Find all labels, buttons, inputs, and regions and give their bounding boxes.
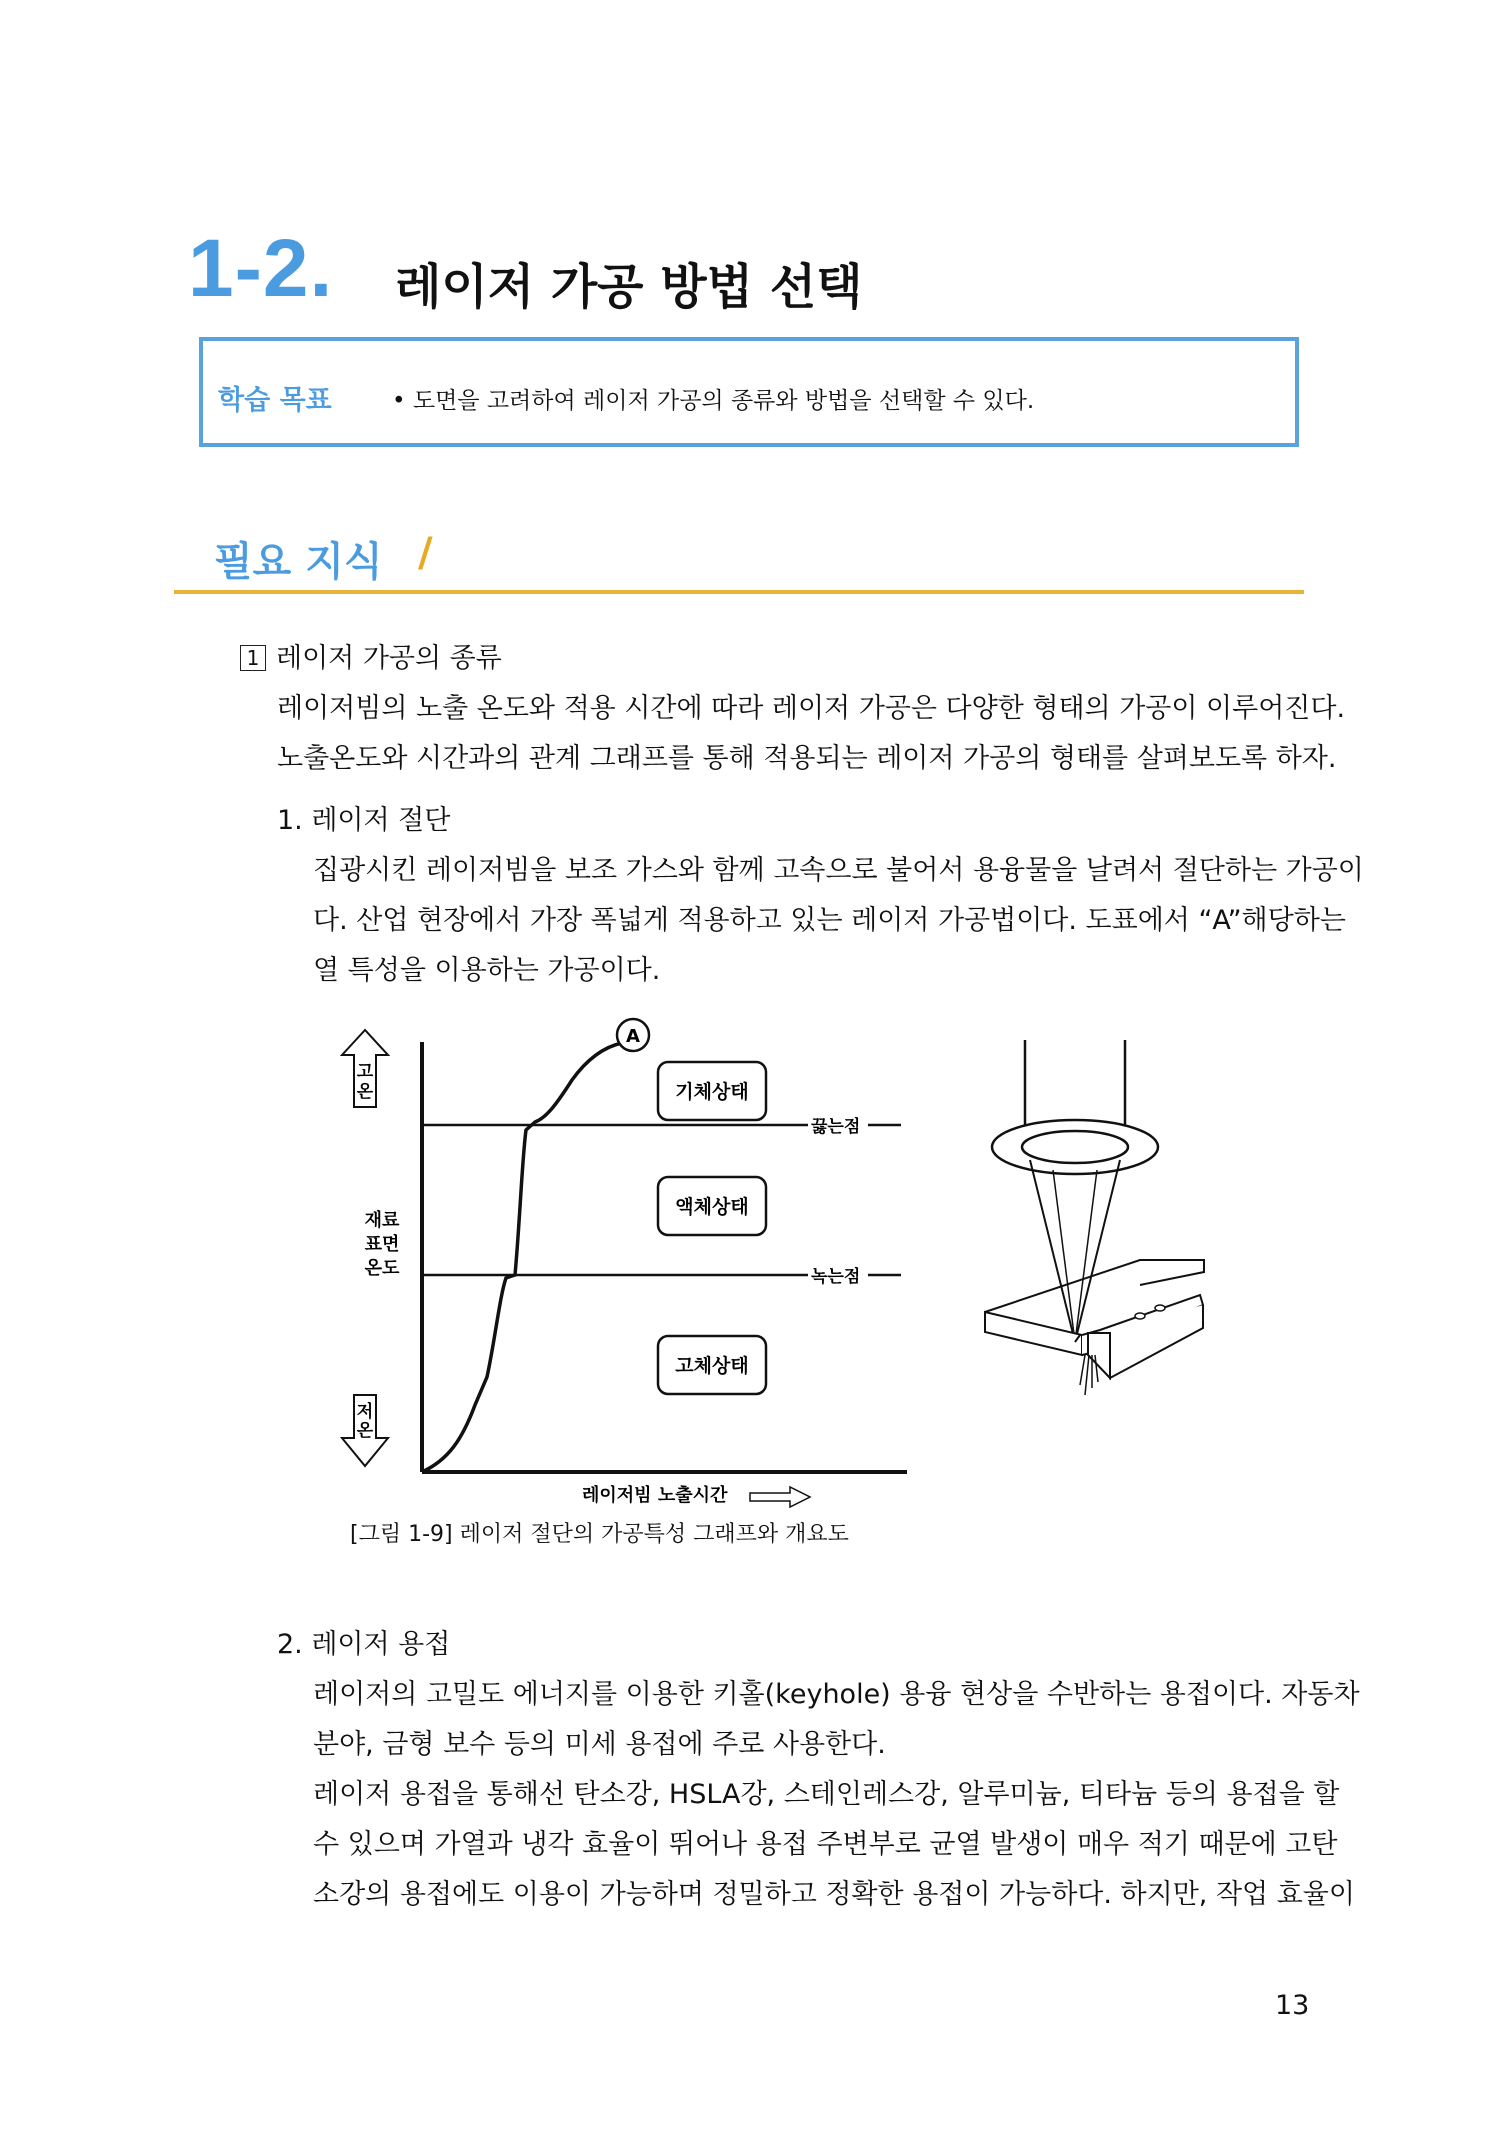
item2-line: 레이저의 고밀도 에너지를 이용한 키홀(keyhole) 용융 현상을 수반하는 용접이다. 자동차	[313, 1679, 1360, 1710]
knowledge-divider	[174, 590, 1304, 594]
item2-title: 2. 레이저 용접	[277, 1629, 451, 1660]
item1-title: 1. 레이저 절단	[277, 805, 451, 836]
marker-a-label: A	[626, 1026, 640, 1047]
low-temp-label-1: 저	[356, 1402, 374, 1422]
gas-state-label: 기체상태	[675, 1081, 749, 1103]
knowledge-title: 필요 지식	[214, 539, 383, 585]
temperature-curve	[422, 1043, 622, 1472]
y-axis-label-1: 재료	[364, 1210, 400, 1231]
learning-goal-label: 학습 목표	[218, 385, 332, 416]
laser-cutting-figure	[340, 1010, 1240, 1510]
item1-line: 집광시킨 레이저빔을 보조 가스와 함께 고속으로 불어서 용융물을 날려서 절단하는 가공이	[313, 855, 1364, 886]
boiling-point-label: 끓는점	[811, 1117, 861, 1137]
high-temp-label-1: 고	[356, 1062, 374, 1082]
melting-point-label: 녹는점	[811, 1267, 861, 1287]
low-temp-label-2: 온	[356, 1421, 374, 1441]
y-axis-label-2: 표면	[364, 1234, 400, 1255]
high-temp-label-2: 온	[356, 1082, 374, 1102]
x-axis-label: 레이저빔 노출시간	[582, 1485, 728, 1506]
topic-line: 노출온도와 시간과의 관계 그래프를 통해 적용되는 레이저 가공의 형태를 살펴보도록 하자.	[277, 743, 1337, 774]
figure-caption: [그림 1-9] 레이저 절단의 가공특성 그래프와 개요도	[350, 1522, 849, 1547]
solid-state-label: 고체상태	[675, 1355, 749, 1377]
item2-line: 수 있으며 가열과 냉각 효율이 뛰어나 용접 주변부로 균열 발생이 매우 적기 때문에 고탄	[313, 1829, 1338, 1860]
item1-line: 열 특성을 이용하는 가공이다.	[313, 955, 661, 986]
item2-line: 소강의 용접에도 이용이 가능하며 정밀하고 정확한 용접이 가능하다. 하지만, 작업 효율이	[313, 1879, 1355, 1910]
item1-line: 다. 산업 현장에서 가장 폭넓게 적용하고 있는 레이저 가공법이다. 도표에서 “A”해당하는	[313, 905, 1346, 936]
time-arrow-icon	[750, 1487, 810, 1507]
topic-heading	[240, 636, 502, 675]
item2-line: 분야, 금형 보수 등의 미세 용접에 주로 사용한다.	[313, 1729, 886, 1760]
topic-title: 레이저 가공의 종류	[276, 643, 502, 674]
page-number: 13	[1275, 1990, 1310, 2021]
topic-line: 레이저빔의 노출 온도와 적용 시간에 따라 레이저 가공은 다양한 형태의 가공이 이루어진다.	[277, 693, 1346, 724]
learning-goal-text: • 도면을 고려하여 레이저 가공의 종류와 방법을 선택할 수 있다.	[392, 388, 1035, 414]
section-title: 레이저 가공 방법 선택	[395, 259, 863, 315]
section-number: 1-2.	[188, 223, 334, 314]
y-axis-label-3: 온도	[364, 1258, 400, 1279]
laser-cutting-schematic	[985, 1040, 1204, 1395]
liquid-state-label: 액체상태	[675, 1196, 749, 1218]
item2-line: 레이저 용접을 통해선 탄소강, HSLA강, 스테인레스강, 알루미늄, 티타늄 등의 용접을 할	[313, 1779, 1340, 1810]
topic-number-box: 1	[240, 645, 266, 671]
knowledge-slash: /	[418, 530, 433, 576]
